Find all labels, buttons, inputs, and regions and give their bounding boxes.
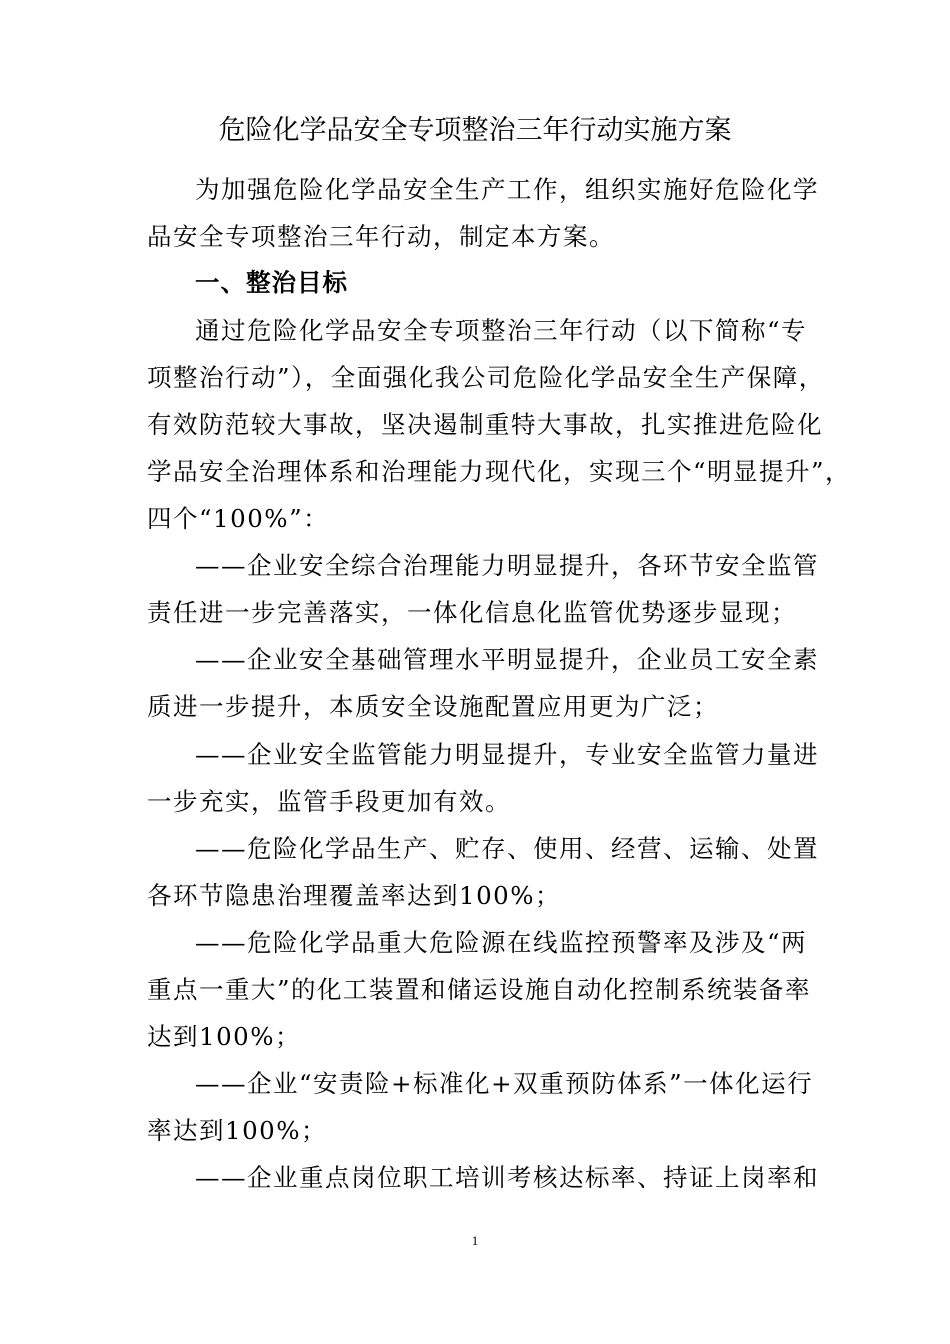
paragraph-line: 通过危险化学品安全专项整治三年行动（以下简称“专 xyxy=(195,316,808,345)
list-item-line: ——危险化学品重大危险源在线监控预警率及涉及“两 xyxy=(195,928,808,957)
paragraph-line: 项整治行动”），全面强化我公司危险化学品安全生产保障， xyxy=(147,363,825,392)
paragraph-line: 品安全专项整治三年行动，制定本方案。 xyxy=(147,222,615,251)
page-number: 1 xyxy=(471,1233,479,1248)
list-item-line: ——危险化学品生产、贮存、使用、经营、运输、处置 xyxy=(195,834,819,863)
list-item-line: ——企业安全基础管理水平明显提升，企业员工安全素 xyxy=(195,645,819,674)
list-item-line: 达到100%； xyxy=(147,1022,302,1051)
list-item-line: ——企业“安责险+标准化+双重预防体系”一体化运行 xyxy=(195,1069,814,1098)
list-item-line: 质进一步提升，本质安全设施配置应用更为广泛； xyxy=(147,692,719,721)
section-heading: 一、整治目标 xyxy=(195,268,348,297)
list-item-line: ——企业重点岗位职工培训考核达标率、持证上岗率和 xyxy=(195,1163,819,1192)
list-item-line: ——企业安全监管能力明显提升，专业安全监管力量进 xyxy=(195,740,819,769)
list-item-line: 一步充实，监管手段更加有效。 xyxy=(147,787,511,816)
list-item-line: 率达到100%； xyxy=(147,1116,328,1145)
list-item-line: 各环节隐患治理覆盖率达到100%； xyxy=(147,881,562,910)
list-item-line: ——企业安全综合治理能力明显提升，各环节安全监管 xyxy=(195,551,819,580)
paragraph-line: 为加强危险化学品安全生产工作，组织实施好危险化学 xyxy=(195,175,819,204)
document-title: 危险化学品安全专项整治三年行动实施方案 xyxy=(218,115,732,146)
paragraph-line: 四个“100%”： xyxy=(147,504,330,533)
paragraph-line: 学品安全治理体系和治理能力现代化，实现三个“明显提升”， xyxy=(147,457,852,486)
list-item-line: 重点一重大”的化工装置和储运设施自动化控制系统装备率 xyxy=(147,975,812,1004)
paragraph-line: 有效防范较大事故，坚决遏制重特大事故，扎实推进危险化 xyxy=(147,410,823,439)
list-item-line: 责任进一步完善落实，一体化信息化监管优势逐步显现； xyxy=(147,598,797,627)
